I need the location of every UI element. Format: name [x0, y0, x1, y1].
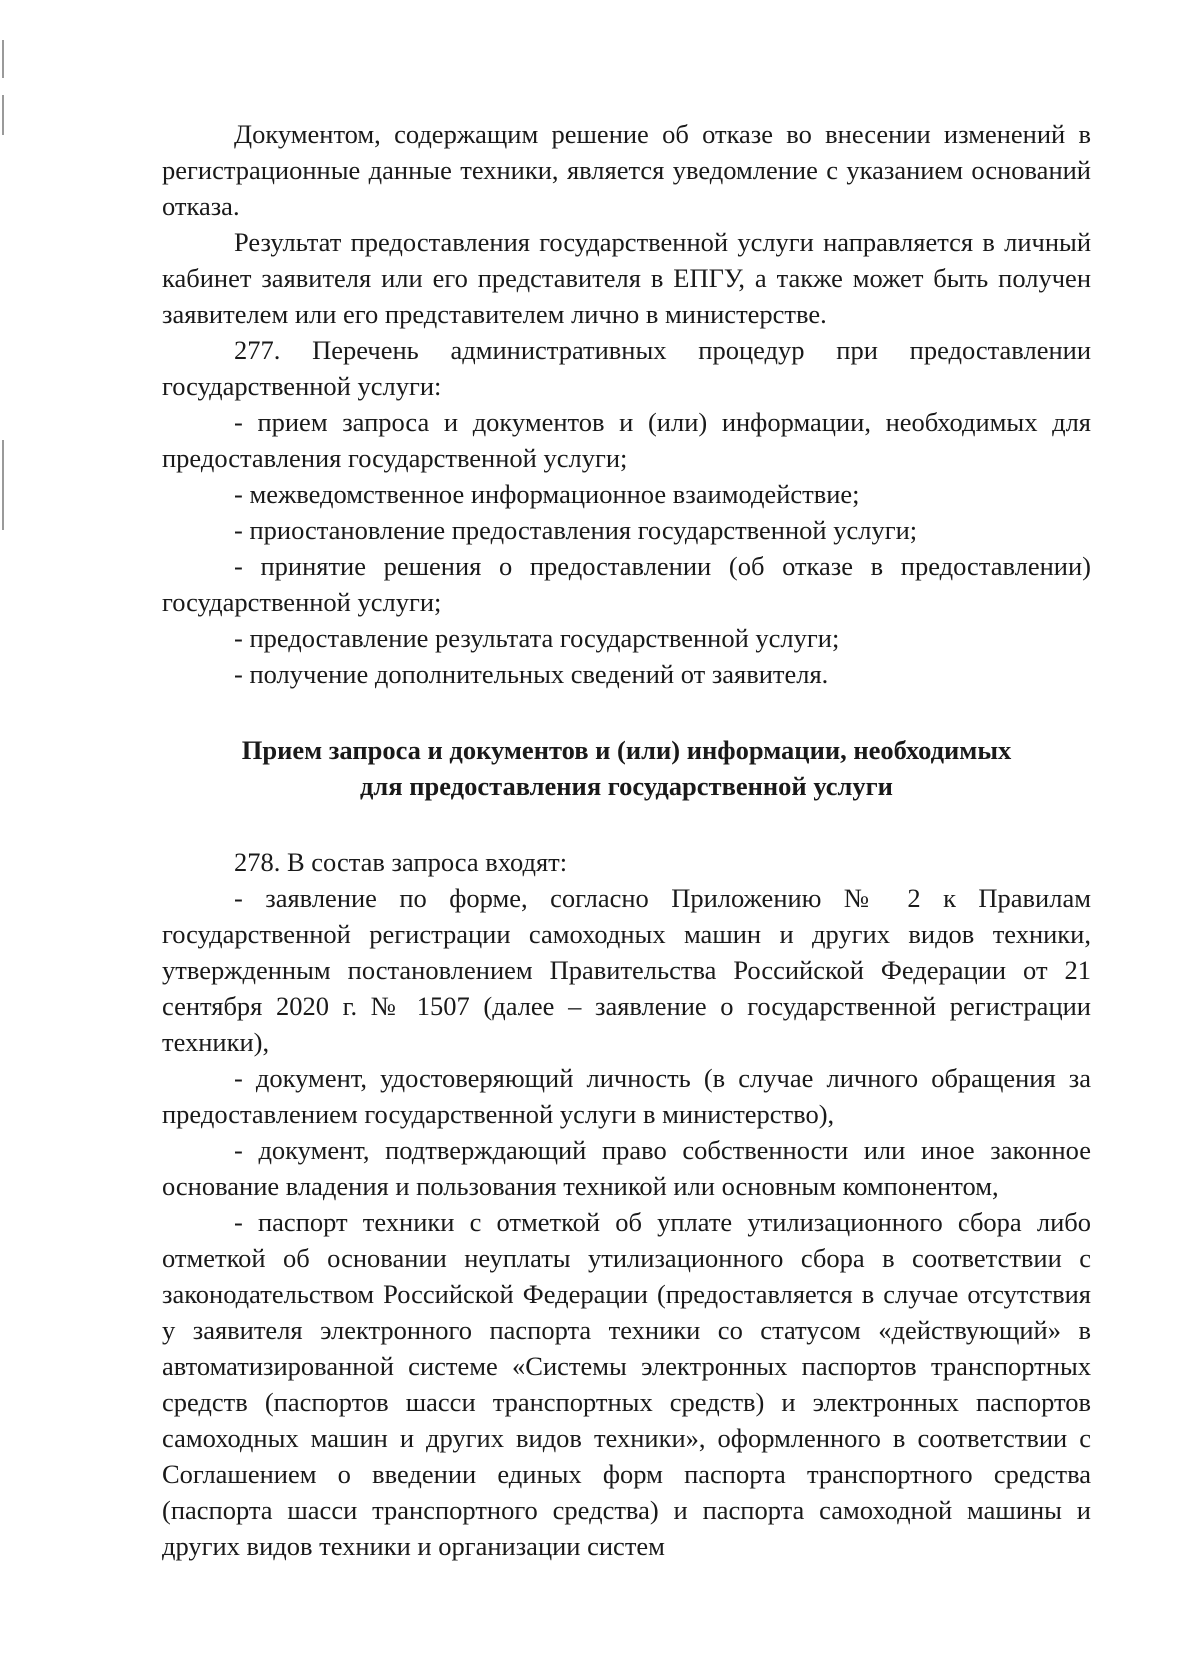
list-item: - прием запроса и документов и (или) информации, необходимых для предоставления государственной услуги; — [162, 407, 1091, 473]
list-item: - получение дополнительных сведений от заявителя. — [234, 659, 829, 689]
document-page — [162, 116, 1091, 1564]
list-item: - паспорт техники с отметкой об уплате утилизационного сбора либо отметкой об основании неуплаты утилизационного сбора в соответствии с законодательством Российской Федерации (предоставляется в случае отсутствия у заявителя электронного паспорта техники со статусом «действующий» в автоматизированной системе «Системы электронных паспортов транспортных средств (паспортов шасси транспортных средств) и электронных паспортов самоходных машин и других видов техники», оформленного в соответствии с Соглашением о введении единых форм паспорта транспортного средства (паспорта шасси транспортного средства) и паспорта самоходной машины и других видов техники и организации систем — [162, 1207, 1091, 1561]
list-item: - заявление по форме, согласно Приложению № 2 к Правилам государственной регистрации самоходных машин и других видов техники, утвержденным постановлением Правительства Российской Федерации от 21 сентября 2020 г. № 1507 (далее – заявление о государственной регистрации техники), — [162, 883, 1091, 1057]
section-heading-line: Прием запроса и документов и (или) информации, необходимых — [241, 735, 1012, 765]
section-heading — [162, 732, 1091, 804]
list-item: - межведомственное информационное взаимодействие; — [234, 479, 860, 509]
paragraph: 278. В состав запроса входят: — [234, 847, 568, 877]
paragraph: 277. Перечень административных процедур при предоставлении государственной услуги: — [162, 335, 1091, 401]
scan-edge-mark — [2, 95, 4, 135]
list-item: - документ, подтверждающий право собственности или иное законное основание владения и пользования техникой или основным компонентом, — [162, 1135, 1091, 1201]
scan-edge-mark — [2, 40, 4, 78]
list-item: - документ, удостоверяющий личность (в случае личного обращения за предоставлением государственной услуги в министерство), — [162, 1063, 1091, 1129]
scan-edge-mark — [2, 440, 4, 530]
list-item: - предоставление результата государственной услуги; — [234, 623, 840, 653]
list-item: - приостановление предоставления государственной услуги; — [234, 515, 918, 545]
paragraph: Документом, содержащим решение об отказе во внесении изменений в регистрационные данные техники, является уведомление с указанием оснований отказа. — [162, 119, 1091, 221]
section-heading-line: для предоставления государственной услуги — [360, 771, 893, 801]
paragraph: Результат предоставления государственной услуги направляется в личный кабинет заявителя или его представителя в ЕПГУ, а также может быть получен заявителем или его представителем лично в министерстве. — [162, 227, 1091, 329]
list-item: - принятие решения о предоставлении (об отказе в предоставлении) государственной услуги; — [162, 551, 1091, 617]
